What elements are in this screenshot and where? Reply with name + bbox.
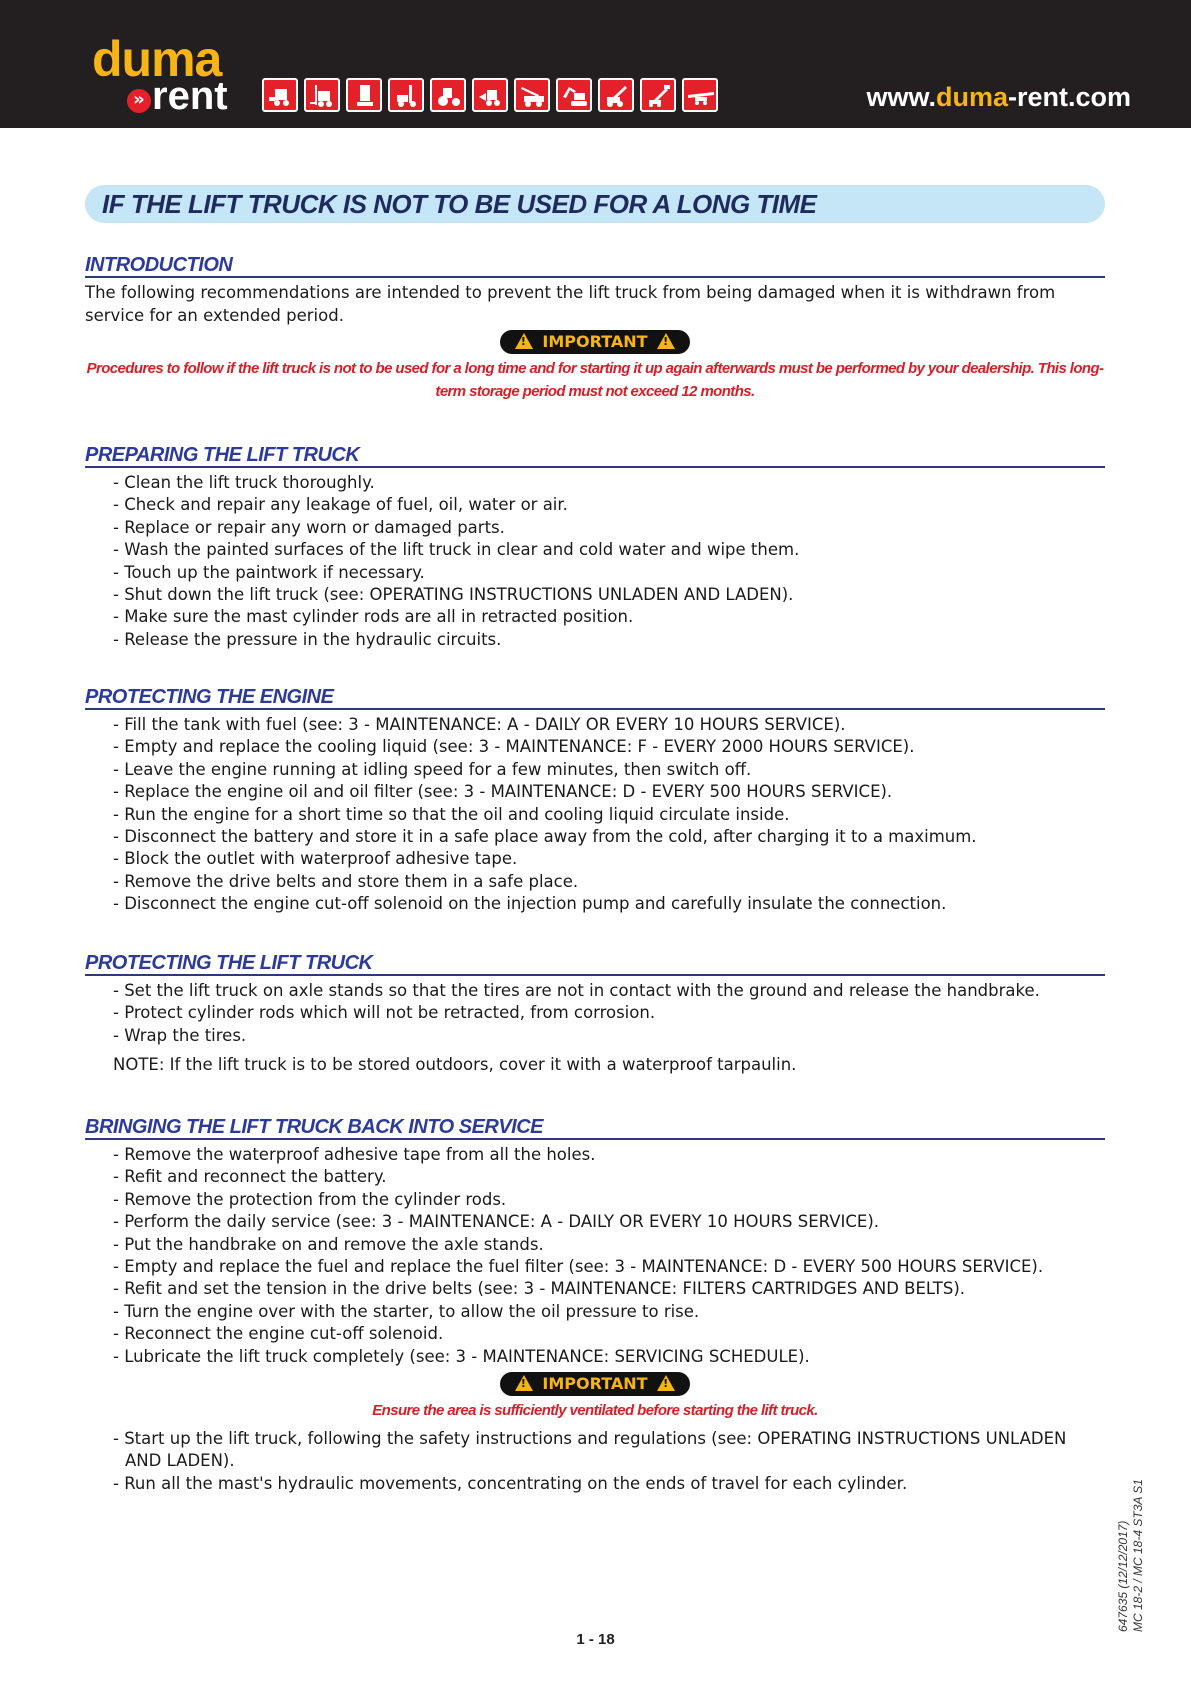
list-item: - Check and repair any leakage of fuel, oil, water or air. [113,495,568,515]
header-bar [0,0,1191,128]
tractor-icon [430,78,466,112]
compactor-icon [346,78,382,112]
logo-arrow-icon: » [127,89,151,113]
list-item: - Put the handbrake on and remove the axle stands. [113,1234,544,1254]
document-reference-code: 647635 (12/12/2017) [1116,1520,1130,1632]
list-item: - Leave the engine running at idling speed for a few minutes, then switch off. [113,759,752,779]
machine-icons-strip [262,78,718,112]
list-item: - Disconnect the engine cut-off solenoid on the injection pump and carefully insulate the connection. [113,894,947,914]
document-reference [1116,1402,1152,1632]
section-heading-protecting-truck: PROTECTING THE LIFT TRUCK [85,952,1105,976]
important-note: Procedures to follow if the lift truck is not to be used for a long time and for starting it up again afterwards must be performed by your dealership. This long-term storage period must not exceed 12 months. [86,360,1104,400]
document-reference-model: MC 18-2 / MC 18-4 ST3A S1 [1131,1479,1145,1632]
warning-icon [657,1375,675,1391]
page-title: IF THE LIFT TRUCK IS NOT TO BE USED FOR A LONG TIME [102,189,817,219]
list-item: - Refit and set the tension in the drive belts (see: 3 - MAINTENANCE: FILTERS CARTRIDGES AND BELTS). [113,1279,966,1299]
warning-icon [657,333,675,349]
logo-rent-text: rent [152,74,228,118]
list-item: - Empty and replace the cooling liquid (see: 3 - MAINTENANCE: F - EVERY 2000 HOURS SERVICE). [113,737,915,757]
section-heading-introduction: INTRODUCTION [85,254,1105,278]
list-item: - Refit and reconnect the battery. [113,1167,387,1187]
skid-steer-icon [262,78,298,112]
warning-icon [515,1375,533,1391]
logo-duma-text: duma [92,31,222,87]
list-item: - Empty and replace the fuel and replace the fuel filter (see: 3 - MAINTENANCE: D - EVERY 500 HOURS SERVICE). [113,1257,1044,1277]
list-item: - Turn the engine over with the starter, to allow the oil pressure to rise. [113,1301,700,1321]
engine-list [113,714,1113,916]
forklift-icon [304,78,340,112]
page-number: 1 - 18 [576,1631,615,1648]
pallet-stacker-icon [388,78,424,112]
section-heading-back-into-service: BRINGING THE LIFT TRUCK BACK INTO SERVICE [85,1116,1105,1140]
truck-list [113,980,1113,1047]
list-item: - Fill the tank with fuel (see: 3 - MAINTENANCE: A - DAILY OR EVERY 10 HOURS SERVICE). [113,715,846,734]
mini-loader-icon [472,78,508,112]
list-item: - Release the pressure in the hydraulic circuits. [113,629,502,649]
section-heading-preparing: PREPARING THE LIFT TRUCK [85,444,1105,468]
list-item: - Touch up the paintwork if necessary. [113,562,425,582]
page-title-band [85,185,1105,223]
important-badge: ! IMPORTANT ! [500,330,690,354]
aerial-platform-icon [682,78,718,112]
ventilation-note: Ensure the area is sufficiently ventilated before starting the lift truck. [372,1402,818,1419]
list-item: - Replace the engine oil and oil filter (see: 3 - MAINTENANCE: D - EVERY 500 HOURS SERVICE). [113,782,893,802]
list-item: - Set the lift truck on axle stands so that the tires are not in contact with the ground and release the handbrake. [113,981,1040,1000]
list-item: - Run the engine for a short time so that the oil and cooling liquid circulate inside. [113,804,790,824]
list-item: - Start up the lift truck, following the safety instructions and regulations (see: OPERATING INSTRUCTIONS UNLADEN AND LADEN). [113,1429,1067,1471]
list-item: - Clean the lift truck thoroughly. [113,473,375,492]
list-item: - Replace or repair any worn or damaged parts. [113,517,505,537]
list-item: - Remove the waterproof adhesive tape from all the holes. [113,1145,596,1164]
truck-crane-icon [514,78,550,112]
list-item: - Remove the drive belts and store them in a safe place. [113,871,579,891]
telehandler-icon [598,78,634,112]
introduction-text: The following recommendations are intended to prevent the lift truck from being damaged when it is withdrawn from service for an extended period. [85,283,1056,325]
service-list [113,1144,1113,1368]
boom-lift-icon [640,78,676,112]
excavator-icon [556,78,592,112]
list-item: - Wash the painted surfaces of the lift truck in clear and cold water and wipe them. [113,540,800,560]
section-heading-engine: PROTECTING THE ENGINE [85,686,1105,710]
list-item: - Remove the protection from the cylinder rods. [113,1189,507,1209]
list-item: - Run all the mast's hydraulic movements, concentrating on the ends of travel for each cylinder. [113,1473,908,1493]
warning-icon [515,333,533,349]
important-badge: ! IMPORTANT ! [500,1372,690,1396]
preparing-list [113,472,1113,651]
list-item: - Wrap the tires. [113,1025,247,1045]
list-item: - Lubricate the lift truck completely (see: 3 - MAINTENANCE: SERVICING SCHEDULE). [113,1346,810,1366]
list-item: - Shut down the lift truck (see: OPERATING INSTRUCTIONS UNLADEN AND LADEN). [113,585,794,605]
list-item: - Make sure the mast cylinder rods are all in retracted position. [113,607,634,627]
storage-note: NOTE: If the lift truck is to be stored outdoors, cover it with a waterproof tarpaulin. [113,1055,797,1074]
list-item: - Reconnect the engine cut-off solenoid. [113,1324,444,1344]
service-list-after [113,1428,1107,1495]
list-item: - Perform the daily service (see: 3 - MAINTENANCE: A - DAILY OR EVERY 10 HOURS SERVICE). [113,1212,880,1232]
list-item: - Disconnect the battery and store it in a safe place away from the cold, after charging it to a maximum. [113,827,977,847]
list-item: - Block the outlet with waterproof adhesive tape. [113,849,518,869]
website-url[interactable]: www.duma-rent.com [866,82,1131,112]
list-item: - Protect cylinder rods which will not be retracted, from corrosion. [113,1003,656,1023]
